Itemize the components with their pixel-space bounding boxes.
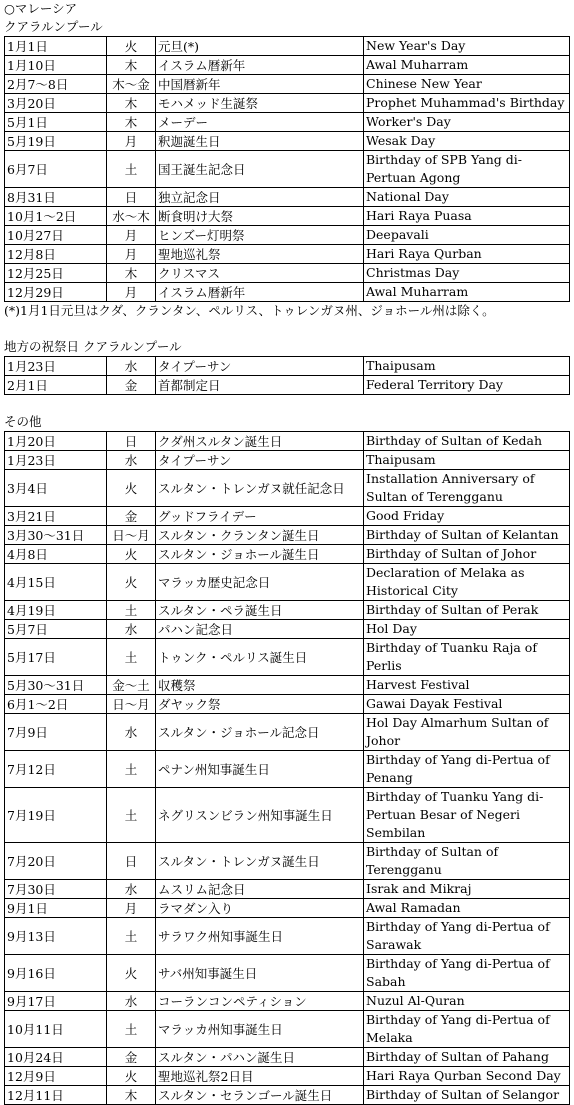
holiday-weekday: 木	[107, 56, 156, 75]
holiday-name-en: National Day	[364, 188, 570, 207]
holiday-date: 12月29日	[5, 283, 107, 302]
holiday-date: 7月20日	[5, 843, 107, 880]
table-row	[5, 992, 570, 1011]
holiday-date: 7月19日	[5, 788, 107, 843]
holiday-name-ja: イスラム暦新年	[156, 283, 364, 302]
holiday-name-en: Hari Raya Puasa	[364, 207, 570, 226]
holiday-weekday: 水	[107, 992, 156, 1011]
holiday-name-ja: スルタン・クランタン誕生日	[156, 526, 364, 545]
local-heading: 地方の祝祭日 クアラルンプール	[4, 339, 182, 354]
holiday-weekday: 日～月	[107, 695, 156, 714]
table-row	[5, 188, 570, 207]
table-row	[5, 918, 570, 955]
holiday-date: 1月23日	[5, 451, 107, 470]
holiday-date: 4月8日	[5, 545, 107, 564]
table-row	[5, 695, 570, 714]
holiday-name-en: Thaipusam	[364, 357, 570, 376]
holiday-date: 10月1～2日	[5, 207, 107, 226]
holiday-name-en: Birthday of Sultan of Johor	[364, 545, 570, 564]
holiday-date: 8月31日	[5, 188, 107, 207]
holiday-date: 7月12日	[5, 751, 107, 788]
holiday-name-ja: 釈迦誕生日	[156, 132, 364, 151]
holiday-name-ja: 断食明け大祭	[156, 207, 364, 226]
holiday-name-en: Birthday of Tuanku Raja of Perlis	[364, 639, 570, 676]
holiday-name-ja: コーランコンペティション	[156, 992, 364, 1011]
holiday-name-en: Birthday of Sultan of Terengganu	[364, 843, 570, 880]
other-holidays-table	[4, 431, 570, 1105]
holiday-weekday: 金	[107, 376, 156, 395]
holiday-weekday: 金	[107, 507, 156, 526]
holiday-date: 3月4日	[5, 470, 107, 507]
holiday-name-en: Birthday of Sultan of Kelantan	[364, 526, 570, 545]
table-row	[5, 507, 570, 526]
holiday-name-en: Nuzul Al-Quran	[364, 992, 570, 1011]
table-row	[5, 37, 570, 56]
holiday-weekday: 土	[107, 751, 156, 788]
table-row	[5, 788, 570, 843]
table-row	[5, 843, 570, 880]
holiday-date: 1月10日	[5, 56, 107, 75]
holiday-name-en: Birthday of Yang di-Pertua of Sabah	[364, 955, 570, 992]
table-row	[5, 226, 570, 245]
holiday-date: 9月16日	[5, 955, 107, 992]
table-row	[5, 264, 570, 283]
holiday-name-ja: 聖地巡礼祭2日目	[156, 1067, 364, 1086]
holiday-name-ja: 中国暦新年	[156, 75, 364, 94]
holiday-name-en: Birthday of Sultan of Kedah	[364, 432, 570, 451]
national-holidays-table	[4, 36, 570, 302]
holiday-name-ja: サラワク州知事誕生日	[156, 918, 364, 955]
table-row	[5, 207, 570, 226]
holiday-date: 4月15日	[5, 564, 107, 601]
footnote: (*)1月1日元旦はクダ、クランタン、ペルリス、トゥレンガヌ州、ジョホール州は除く。	[4, 303, 495, 318]
holiday-weekday: 火	[107, 545, 156, 564]
holiday-weekday: 月	[107, 132, 156, 151]
holiday-weekday: 水	[107, 620, 156, 639]
holiday-weekday: 木	[107, 264, 156, 283]
holiday-name-ja: ペナン州知事誕生日	[156, 751, 364, 788]
table-row	[5, 470, 570, 507]
holiday-name-en: Awal Muharram	[364, 56, 570, 75]
holiday-weekday: 日～月	[107, 526, 156, 545]
holiday-date: 7月30日	[5, 880, 107, 899]
table-row	[5, 357, 570, 376]
holiday-weekday: 火	[107, 470, 156, 507]
holiday-weekday: 金～土	[107, 676, 156, 695]
holiday-date: 10月27日	[5, 226, 107, 245]
holiday-weekday: 木	[107, 113, 156, 132]
table-row	[5, 451, 570, 470]
holiday-name-en: Hari Raya Qurban Second Day	[364, 1067, 570, 1086]
holiday-name-ja: スルタン・ペラ誕生日	[156, 601, 364, 620]
holiday-name-en: Prophet Muhammad's Birthday	[364, 94, 570, 113]
holiday-weekday: 木	[107, 94, 156, 113]
holiday-name-ja: スルタン・トレンガヌ就任記念日	[156, 470, 364, 507]
holiday-name-ja: スルタン・ジョホール誕生日	[156, 545, 364, 564]
holiday-weekday: 土	[107, 601, 156, 620]
holiday-name-en: Federal Territory Day	[364, 376, 570, 395]
holiday-date: 3月21日	[5, 507, 107, 526]
holiday-date: 5月1日	[5, 113, 107, 132]
table-row	[5, 676, 570, 695]
holiday-weekday: 日	[107, 432, 156, 451]
table-row	[5, 94, 570, 113]
table-row	[5, 714, 570, 751]
holiday-name-en: Installation Anniversary of Sultan of Terengganu	[364, 470, 570, 507]
holiday-weekday: 木～金	[107, 75, 156, 94]
holiday-name-en: Hari Raya Qurban	[364, 245, 570, 264]
holiday-name-ja: 首都制定日	[156, 376, 364, 395]
holiday-name-ja: スルタン・セランゴール誕生日	[156, 1086, 364, 1105]
table-row	[5, 376, 570, 395]
holiday-name-en: Deepavali	[364, 226, 570, 245]
holiday-name-en: Birthday of Yang di-Pertua of Penang	[364, 751, 570, 788]
holiday-weekday: 火	[107, 955, 156, 992]
holiday-date: 3月20日	[5, 94, 107, 113]
holiday-name-en: Awal Ramadan	[364, 899, 570, 918]
holiday-name-ja: クダ州スルタン誕生日	[156, 432, 364, 451]
holiday-date: 12月8日	[5, 245, 107, 264]
table-row	[5, 132, 570, 151]
holiday-weekday: 月	[107, 245, 156, 264]
table-row	[5, 620, 570, 639]
table-row	[5, 601, 570, 620]
holiday-name-ja: 元旦(*)	[156, 37, 364, 56]
holiday-weekday: 火	[107, 1067, 156, 1086]
table-row	[5, 1067, 570, 1086]
holiday-name-ja: ラマダン入り	[156, 899, 364, 918]
holiday-weekday: 木	[107, 1086, 156, 1105]
holiday-name-ja: スルタン・ジョホール記念日	[156, 714, 364, 751]
holiday-weekday: 火	[107, 564, 156, 601]
holiday-name-en: Birthday of Sultan of Pahang	[364, 1048, 570, 1067]
holiday-weekday: 月	[107, 226, 156, 245]
holiday-name-ja: メーデー	[156, 113, 364, 132]
table-row	[5, 751, 570, 788]
holiday-name-en: Harvest Festival	[364, 676, 570, 695]
holiday-date: 1月1日	[5, 37, 107, 56]
holiday-name-ja: タイプーサン	[156, 357, 364, 376]
holiday-name-en: Awal Muharram	[364, 283, 570, 302]
holiday-name-en: Good Friday	[364, 507, 570, 526]
holiday-weekday: 日	[107, 843, 156, 880]
table-row	[5, 955, 570, 992]
holiday-name-ja: クリスマス	[156, 264, 364, 283]
table-row	[5, 564, 570, 601]
holiday-name-ja: 聖地巡礼祭	[156, 245, 364, 264]
holiday-date: 5月7日	[5, 620, 107, 639]
holiday-date: 10月11日	[5, 1011, 107, 1048]
holiday-date: 5月30～31日	[5, 676, 107, 695]
holiday-name-ja: 国王誕生記念日	[156, 151, 364, 188]
holiday-name-ja: イスラム暦新年	[156, 56, 364, 75]
table-row	[5, 245, 570, 264]
holiday-date: 1月20日	[5, 432, 107, 451]
holiday-name-ja: 収穫祭	[156, 676, 364, 695]
holiday-date: 10月24日	[5, 1048, 107, 1067]
holiday-name-ja: トゥンク・ペルリス誕生日	[156, 639, 364, 676]
holiday-weekday: 水～木	[107, 207, 156, 226]
table-row	[5, 1048, 570, 1067]
holiday-date: 2月7～8日	[5, 75, 107, 94]
holiday-date: 5月17日	[5, 639, 107, 676]
table-row	[5, 639, 570, 676]
holiday-name-en: Hol Day	[364, 620, 570, 639]
holiday-name-ja: グッドフライデー	[156, 507, 364, 526]
holiday-weekday: 日	[107, 188, 156, 207]
holiday-date: 4月19日	[5, 601, 107, 620]
holiday-name-en: Declaration of Melaka as Historical City	[364, 564, 570, 601]
holiday-date: 6月7日	[5, 151, 107, 188]
holiday-name-ja: スルタン・トレンガヌ誕生日	[156, 843, 364, 880]
holiday-name-ja: スルタン・パハン誕生日	[156, 1048, 364, 1067]
table-row	[5, 283, 570, 302]
holiday-name-en: Wesak Day	[364, 132, 570, 151]
holiday-name-ja: ヒンズー灯明祭	[156, 226, 364, 245]
table-row	[5, 1086, 570, 1105]
table-row	[5, 899, 570, 918]
holiday-name-ja: ダヤック祭	[156, 695, 364, 714]
table-row	[5, 113, 570, 132]
local-holidays-table	[4, 356, 570, 395]
holiday-name-en: Birthday of Sultan of Selangor	[364, 1086, 570, 1105]
holiday-date: 1月23日	[5, 357, 107, 376]
holiday-date: 5月19日	[5, 132, 107, 151]
holiday-name-en: Chinese New Year	[364, 75, 570, 94]
holiday-date: 9月13日	[5, 918, 107, 955]
holiday-name-en: Birthday of Yang di-Pertua of Melaka	[364, 1011, 570, 1048]
holiday-weekday: 水	[107, 451, 156, 470]
holiday-name-ja: タイプーサン	[156, 451, 364, 470]
holiday-date: 6月1～2日	[5, 695, 107, 714]
holiday-name-ja: モハメッド生誕祭	[156, 94, 364, 113]
table-row	[5, 880, 570, 899]
holiday-name-en: Thaipusam	[364, 451, 570, 470]
holiday-weekday: 水	[107, 880, 156, 899]
holiday-name-ja: サバ州知事誕生日	[156, 955, 364, 992]
holiday-name-ja: 独立記念日	[156, 188, 364, 207]
table-row	[5, 526, 570, 545]
table-row	[5, 56, 570, 75]
city-heading: クアラルンプール	[4, 19, 103, 34]
holiday-name-en: Birthday of Tuanku Yang di-Pertuan Besar of Negeri Sembilan	[364, 788, 570, 843]
holiday-name-en: Israk and Mikraj	[364, 880, 570, 899]
other-heading: その他	[4, 414, 42, 429]
holiday-weekday: 水	[107, 714, 156, 751]
holiday-date: 12月9日	[5, 1067, 107, 1086]
holiday-name-en: Birthday of SPB Yang di-Pertuan Agong	[364, 151, 570, 188]
table-row	[5, 75, 570, 94]
holiday-name-en: Gawai Dayak Festival	[364, 695, 570, 714]
holiday-weekday: 土	[107, 918, 156, 955]
table-row	[5, 432, 570, 451]
holiday-date: 2月1日	[5, 376, 107, 395]
holiday-weekday: 土	[107, 151, 156, 188]
holiday-name-en: Hol Day Almarhum Sultan of Johor	[364, 714, 570, 751]
holiday-name-ja: ムスリム記念日	[156, 880, 364, 899]
holiday-name-en: New Year's Day	[364, 37, 570, 56]
holiday-name-ja: マラッカ歴史記念日	[156, 564, 364, 601]
holiday-weekday: 土	[107, 788, 156, 843]
holiday-date: 3月30～31日	[5, 526, 107, 545]
holiday-name-en: Birthday of Yang di-Pertua of Sarawak	[364, 918, 570, 955]
holiday-date: 7月9日	[5, 714, 107, 751]
holiday-weekday: 金	[107, 1048, 156, 1067]
country-heading: ○マレーシア	[4, 1, 78, 16]
holiday-weekday: 水	[107, 357, 156, 376]
holiday-date: 9月17日	[5, 992, 107, 1011]
holiday-weekday: 月	[107, 283, 156, 302]
holiday-date: 12月11日	[5, 1086, 107, 1105]
table-row	[5, 1011, 570, 1048]
table-row	[5, 151, 570, 188]
table-row	[5, 545, 570, 564]
holiday-name-ja: ネグリスンビラン州知事誕生日	[156, 788, 364, 843]
holiday-date: 9月1日	[5, 899, 107, 918]
holiday-weekday: 土	[107, 639, 156, 676]
holiday-name-en: Worker's Day	[364, 113, 570, 132]
holiday-name-en: Birthday of Sultan of Perak	[364, 601, 570, 620]
holiday-weekday: 火	[107, 37, 156, 56]
holiday-weekday: 土	[107, 1011, 156, 1048]
holiday-date: 12月25日	[5, 264, 107, 283]
holiday-name-en: Christmas Day	[364, 264, 570, 283]
holiday-name-ja: パハン記念日	[156, 620, 364, 639]
holiday-name-ja: マラッカ州知事誕生日	[156, 1011, 364, 1048]
holiday-weekday: 月	[107, 899, 156, 918]
